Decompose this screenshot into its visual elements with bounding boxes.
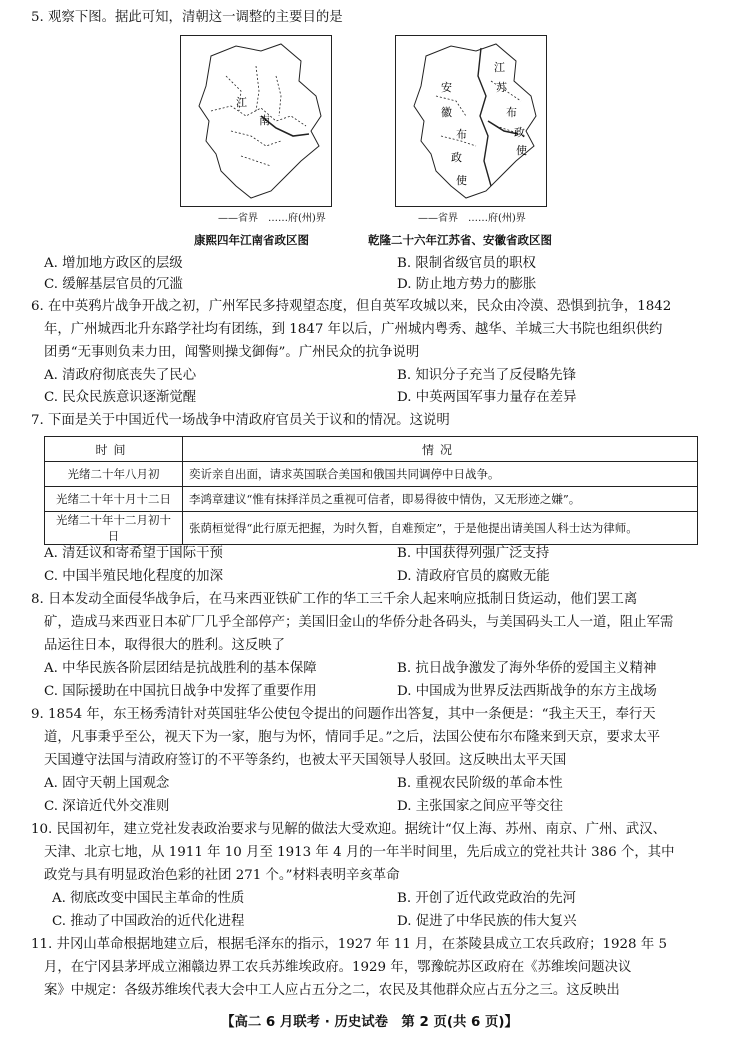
q11-stem-line-1: 11. 井冈山革命根据地建立后，根据毛泽东的指示，1927 年 11 月，在茶陵县成立工农兵政府；1928 年 5 (31, 937, 667, 952)
q5-stem: 5. 观察下图。据此可知，清朝这一调整的主要目的是 (31, 10, 343, 25)
q10-stem-line-2: 天津、北京七地，从 1911 年 10 月至 1913 年 4 月的一年半时间里，先后成立的党社共计 386 个，其中 (44, 845, 675, 860)
map-qianlong-label-6: 江 (494, 61, 505, 74)
q7-stem: 7. 下面是关于中国近代一场战争中清政府官员关于议和的情况。这说明 (31, 413, 450, 428)
q10-option-c[interactable]: C. 推动了中国政治的近代化进程 (52, 914, 245, 929)
q7-table-header-row (45, 437, 698, 462)
q9-option-b[interactable]: B. 重视农民阶级的革命本性 (397, 776, 563, 791)
q9-stem-line-1: 9. 1854 年，东王杨秀清针对英国驻华公使包令提出的问题作出答复，其中一条便是：“我主天王，奉行天 (31, 707, 656, 722)
q5-maps (180, 35, 555, 250)
q6-option-c[interactable]: C. 民众民族意识逐渐觉醒 (44, 390, 197, 405)
q9-stem-line-2: 道，凡事秉乎至公，视天下为一家，胞与为怀，情同手足。”之后，法国公使布尔布隆来到天京，要求太平 (44, 730, 661, 745)
q5-option-a[interactable]: A. 增加地方政区的层级 (44, 256, 183, 271)
q10-option-a[interactable]: A. 彻底改变中国民主革命的性质 (52, 891, 245, 906)
map-kangxi-label-2: 南 (259, 114, 270, 127)
map-qianlong-label-9: 政 (514, 126, 525, 139)
table-row (45, 512, 698, 545)
q11-stem-line-2: 月，在宁冈县茅坪成立湘赣边界工农兵苏维埃政府。1929 年，鄂豫皖苏区政府在《苏维埃问题决议 (44, 960, 632, 975)
map-kangxi-caption: 康熙四年江南省政区图 (194, 233, 309, 247)
map-qianlong-label-4: 政 (451, 151, 462, 164)
q7-row-1-time: 光绪二十年八月初 (45, 462, 183, 487)
q8-option-c[interactable]: C. 国际援助在中国抗日战争中发挥了重要作用 (44, 684, 317, 699)
q8-stem-line-1: 8. 日本发动全面侵华战争后，在马来西亚铁矿工作的华工三千余人起来响应抵制日货运动，他们罢工离 (31, 592, 638, 607)
q10-option-b[interactable]: B. 开创了近代政党政治的先河 (397, 891, 577, 906)
map-kangxi-legend (218, 213, 326, 225)
q7-row-2-time: 光绪二十年十月十二日 (45, 487, 183, 512)
map-qianlong-label-2: 徽 (441, 106, 452, 119)
q10-option-d[interactable]: D. 促进了中华民族的伟大复兴 (397, 914, 577, 929)
q7-header-time: 时间 (45, 437, 183, 462)
q9-option-c[interactable]: C. 深谙近代外交准则 (44, 799, 170, 814)
map-qianlong-label-7: 苏 (496, 81, 507, 94)
legend-province-boundary: ——省界 (418, 213, 458, 224)
q5-option-d[interactable]: D. 防止地方势力的膨胀 (397, 277, 537, 292)
q6-stem-line-1: 6. 在中英鸦片战争开战之初，广州军民多持观望态度，但自英军攻城以来，民众由冷漠、恐惧到抗争，1842 (31, 299, 672, 314)
map-qianlong-legend (418, 213, 526, 225)
q7-option-b[interactable]: B. 中国获得列强广泛支持 (397, 546, 550, 561)
q10-stem-line-1: 10. 民国初年，建立党社发表政治要求与见解的做法大受欢迎。据统计“仅上海、苏州、南京、广州、武汉、 (31, 822, 666, 837)
q8-stem-line-2: 矿，造成马来西亚日本矿厂几乎全部停产；美国旧金山的华侨分赴各码头，与美国码头工人一道，阻止军需 (44, 615, 674, 630)
q6-option-d[interactable]: D. 中英两国军事力量存在差异 (397, 390, 577, 405)
q10-stem-line-3: 政党与具有明显政治色彩的社团 271 个。”材料表明辛亥革命 (44, 868, 400, 883)
map-qianlong (395, 35, 547, 207)
q8-stem-line-3: 品运往日本，取得很大的胜利。这反映了 (44, 638, 286, 653)
q6-option-a[interactable]: A. 清政府彻底丧失了民心 (44, 368, 197, 383)
q7-header-situation: 情况 (183, 437, 698, 462)
map-qianlong-label-5: 使 (456, 174, 467, 187)
map-qianlong-label-3: 布 (456, 128, 467, 141)
q7-option-d[interactable]: D. 清政府官员的腐败无能 (397, 569, 550, 584)
q6-option-b[interactable]: B. 知识分子充当了反侵略先锋 (397, 368, 577, 383)
q5-option-b[interactable]: B. 限制省级官员的职权 (397, 256, 536, 271)
map-qianlong-label-1: 安 (441, 81, 452, 94)
map-kangxi (180, 35, 332, 207)
map-kangxi-drawing (181, 36, 331, 206)
legend-prefecture-boundary: ……府(州)界 (468, 213, 526, 224)
q7-table (44, 436, 698, 545)
q7-row-1-desc: 奕䜣亲自出面，请求英国联合美国和俄国共同调停中日战争。 (183, 462, 698, 487)
q8-option-d[interactable]: D. 中国成为世界反法西斯战争的东方主战场 (397, 684, 657, 699)
map-qianlong-caption: 乾隆二十六年江苏省、安徽省政区图 (368, 233, 552, 247)
q7-option-c[interactable]: C. 中国半殖民地化程度的加深 (44, 569, 223, 584)
map-qianlong-label-8: 布 (506, 106, 517, 119)
q7-row-3-time: 光绪二十年十二月初十日 (45, 512, 183, 545)
map-qianlong-drawing (396, 36, 546, 206)
table-row (45, 487, 698, 512)
legend-province-boundary: ——省界 (218, 213, 258, 224)
page-footer: 【高二 6 月联考 · 历史试卷 第 2 页(共 6 页)】 (221, 1015, 518, 1030)
q9-stem-line-3: 天国遵守法国与清政府签订的不平等条约，也被太平天国领导人驳回。这反映出太平天国 (44, 753, 567, 768)
q6-stem-line-3: 团勇“无事则负耒力田，闻警则操戈御侮”。广州民众的抗争说明 (44, 345, 420, 360)
q7-option-a[interactable]: A. 清廷议和寄希望于国际干预 (44, 546, 223, 561)
q6-stem-line-2: 年，广州城西北升东路学社均有团练，到 1847 年以后，广州城内粤秀、越华、羊城三大书院也组织供约 (44, 322, 663, 337)
q8-option-a[interactable]: A. 中华民族各阶层团结是抗战胜利的基本保障 (44, 661, 317, 676)
legend-prefecture-boundary: ……府(州)界 (268, 213, 326, 224)
q9-option-a[interactable]: A. 固守天朝上国观念 (44, 776, 170, 791)
map-qianlong-label-10: 使 (516, 144, 527, 157)
q8-option-b[interactable]: B. 抗日战争激发了海外华侨的爱国主义精神 (397, 661, 657, 676)
map-kangxi-label-1: 江 (236, 96, 247, 109)
q5-option-c[interactable]: C. 缓解基层官员的冗滥 (44, 277, 183, 292)
q7-row-2-desc: 李鸿章建议“惟有抹择洋员之重视可信者，即易得彼中情伪，又无形迹之嫌”。 (183, 487, 698, 512)
q9-option-d[interactable]: D. 主张国家之间应平等交往 (397, 799, 564, 814)
table-row (45, 462, 698, 487)
q11-stem-line-3: 案》中规定：各级苏维埃代表大会中工人应占五分之二，农民及其他群众应占五分之三。这反映出 (44, 983, 620, 998)
q7-row-3-desc: 张荫桓觉得“此行原无把握，为时久暂，自难预定”，于是他提出请美国人科士达为律师。 (183, 512, 698, 545)
